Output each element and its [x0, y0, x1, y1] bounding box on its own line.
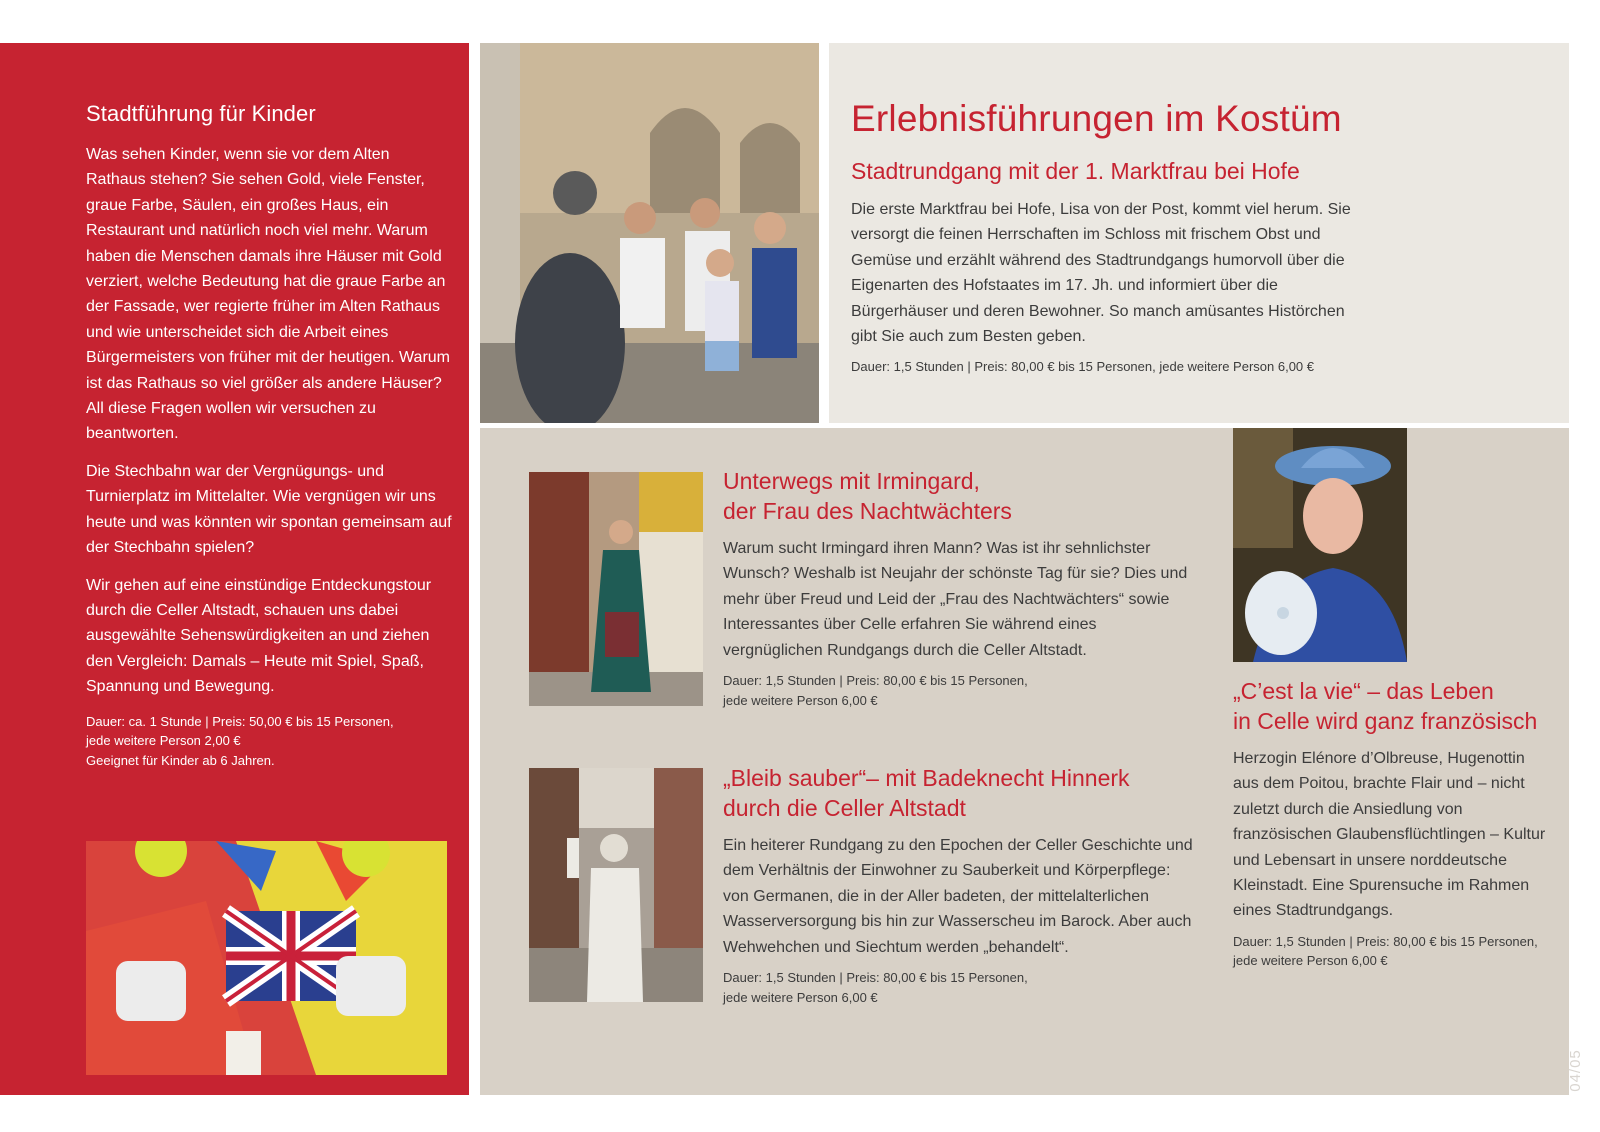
irmingard-tour-details: [723, 671, 1198, 710]
irmingard-title-line-2: der Frau des Nachtwächters: [723, 498, 1012, 524]
hinnerk-title-line-1: „Bleib sauber“– mit Badeknecht Hinnerk: [723, 765, 1130, 791]
hinnerk-title-line-2: durch die Celler Altstadt: [723, 795, 966, 821]
irmingard-tour-text: Warum sucht Irmingard ihren Mann? Was ist ihr sehnlichster Wunsch? Weshalb ist Neujahr der schönste Tag für sie? Dies und mehr über Freud und Leid der „Frau des Nachtwächters“ sowie Interessantes über Celle erfahren Sie während eines vergnüglichen Rundgangs durch die Celler Altstadt.: [723, 540, 1188, 659]
kids-tour-extra-price: jede weitere Person 2,00 €: [86, 733, 241, 749]
market-woman-tour-text: Die erste Marktfrau bei Hofe, Lisa von der Post, kommt viel herum. Sie versorgt die feinen Herrschaften im Schloss mit frischem Obst und Gemüse und erzählt während des Stadtrundgangs humorvoll über die Eigenarten des Hofstaates im 17. Jh. und informiert über die Bürgerhäuser und deren Bewohner. So manch amüsantes Histörchen gibt Sie auch zum Besten geben.: [851, 201, 1351, 346]
cestlavie-tour-title: [1233, 676, 1553, 736]
hinnerk-tour-extra-price: jede weitere Person 6,00 €: [723, 989, 878, 1005]
hinnerk-tour: [723, 763, 1198, 1007]
cestlavie-tour-details: Dauer: 1,5 Stunden | Preis: 80,00 € bis 15 Personen, jede weitere Person 6,00 €: [1233, 933, 1538, 969]
cestlavie-title-line-1: „C’est la vie“ – das Leben: [1233, 678, 1494, 704]
cestlavie-tour: [1233, 676, 1553, 971]
kids-tour-paragraph-3: Wir gehen auf eine einstündige Entdeckungstour durch die Celler Altstadt, schauen uns dabei ausgewählte Sehenswürdigkeiten an und ziehen den Vergleich: Damals – Heute mit Spiel, Spaß, Spannung und Bewegung.: [86, 576, 432, 696]
market-woman-tour-details: Dauer: 1,5 Stunden | Preis: 80,00 € bis 15 Personen, jede weitere Person 6,00 €: [851, 359, 1315, 375]
page-number-label: 04/05: [1566, 1049, 1584, 1092]
costume-tours-heading: Erlebnisführungen im Kostüm: [851, 98, 1342, 139]
irmingard-photo: [529, 472, 703, 706]
kids-game-photo: [86, 841, 447, 1075]
kids-tour-text: [86, 101, 452, 770]
kids-tour-title: Stadtführung für Kinder: [86, 101, 316, 126]
market-woman-tour: [851, 98, 1351, 374]
kids-tour-price: Dauer: ca. 1 Stunde | Preis: 50,00 € bis 15 Personen,: [86, 713, 394, 729]
kids-tour-paragraph-2: Die Stechbahn war der Vergnügungs- und Turnierplatz im Mittelalter. Wie vergnügen wir uns heute und was könnten wir spontan gemeinsam auf der Stechbahn spielen?: [86, 462, 452, 557]
kids-tour-details: [86, 712, 452, 771]
cestlavie-tour-text: Herzogin Elénore d’Olbreuse, Hugenottin aus dem Poitou, brachte Flair und – nicht zuletzt durch die Ansiedlung von französischen Glaubensflüchtlingen – Kultur und Lebensart in unsere norddeutsche Kleinstadt. Eine Spurensuche im Rahmen eines Stadtrundgangs.: [1233, 750, 1546, 920]
cestlavie-title-line-2: in Celle wird ganz französisch: [1233, 708, 1538, 734]
irmingard-tour: [723, 466, 1198, 710]
market-woman-group-photo: [480, 43, 819, 423]
irmingard-tour-price: Dauer: 1,5 Stunden | Preis: 80,00 € bis 15 Personen,: [723, 673, 1028, 689]
hinnerk-photo: [529, 768, 703, 1002]
page-number: [1566, 1046, 1590, 1098]
irmingard-tour-extra-price: jede weitere Person 6,00 €: [723, 692, 878, 708]
irmingard-title-line-1: Unterwegs mit Irmingard,: [723, 468, 980, 494]
market-woman-tour-title: Stadtrundgang mit der 1. Marktfrau bei Hofe: [851, 158, 1300, 184]
kids-tour-age: Geeignet für Kinder ab 6 Jahren.: [86, 752, 275, 768]
kids-tour-panel: [0, 43, 469, 1095]
french-lady-photo: [1233, 428, 1407, 662]
costume-tours-panel: [829, 43, 1569, 423]
hinnerk-tour-text: Ein heiterer Rundgang zu den Epochen der Celler Geschichte und dem Verhältnis der Einwohner zu Sauberkeit und Körperpflege: von Germanen, die in der Aller badeten, der mittelalterlichen Wasserversorgung bis hin zur Wasserscheu im Barock. Aber auch Wehwehchen und Siechtum werden „behandelt“.: [723, 837, 1193, 956]
hinnerk-tour-title: [723, 763, 1198, 823]
hinnerk-tour-price: Dauer: 1,5 Stunden | Preis: 80,00 € bis 15 Personen,: [723, 970, 1028, 986]
irmingard-tour-title: [723, 466, 1198, 526]
hinnerk-tour-details: [723, 968, 1198, 1007]
kids-tour-paragraph-1: Was sehen Kinder, wenn sie vor dem Alten Rathaus stehen? Sie sehen Gold, viele Fenster, graue Farbe, Säulen, ein großes Haus, ein Restaurant und natürlich noch viel mehr. Warum haben die Menschen damals ihre Häuser mit Gold verziert, welche Bedeutung hat die graue Farbe an der Fassade, wer regierte früher im Alten Rathaus und wie unterscheidet sich die Arbeit eines Bürgermeisters von früher mit der heutigen. Warum ist das Rathaus so viel größer als andere Häuser? All diese Fragen wollen wir versuchen zu beantworten.: [86, 146, 450, 443]
